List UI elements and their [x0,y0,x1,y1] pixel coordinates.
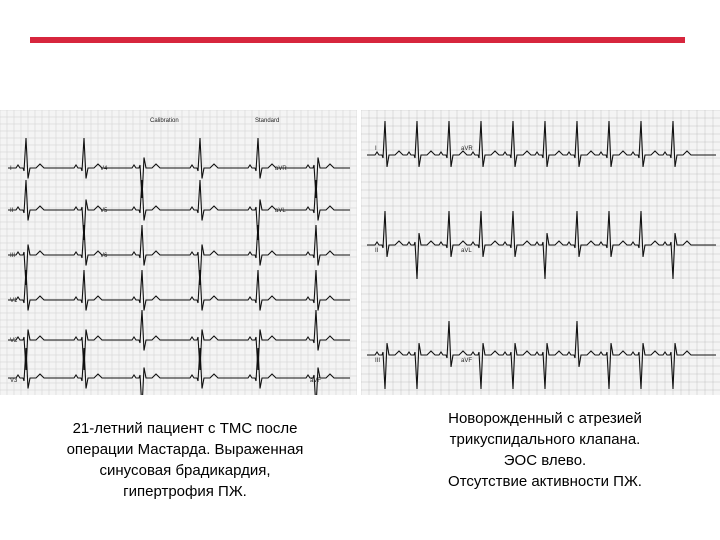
title-accent-bar [30,37,685,43]
caption-line: 21-летний пациент с ТМС после [72,420,298,437]
lead-label: III [375,358,381,364]
lead-label: V1 [10,298,18,304]
lead-label: I [10,166,12,172]
caption-line: операции Мастарда. Выраженная [66,441,304,458]
lead-label: aVF [461,358,473,364]
caption-line: Новорожденный с атрезией [448,410,642,427]
ecg-grid [0,110,357,395]
caption-left [25,418,345,502]
lead-label: aVL [275,208,286,214]
ecg-strip-left [0,110,357,395]
ecg-lead-trace [367,321,716,389]
ecg-trace-left [0,110,357,395]
caption-line: трикуспидального клапана. [449,431,641,448]
lead-label: III [10,253,16,259]
ecg-lead-trace [8,138,350,198]
lead-label: aVR [461,146,473,152]
standard-label: Standard [255,118,280,124]
caption-line: ЭОС влево. [503,452,587,469]
ecg-lead-trace [8,225,350,285]
caption-right [395,408,695,492]
lead-label: II [10,208,14,214]
ecg-lead-trace [8,270,350,311]
lead-label: V2 [10,338,18,344]
lead-label: aVL [461,248,472,254]
lead-label: V4 [100,166,108,172]
ecg-lead-trace [8,310,350,370]
ecg-strip-right [361,110,720,395]
lead-label: II [375,248,379,254]
lead-label: aVR [275,166,287,172]
lead-label: I [375,146,377,152]
lead-label: V5 [100,208,108,214]
caption-line: синусовая брадикардия, [99,462,271,479]
ecg-lead-trace [8,180,350,240]
calibration-label: Calibration [150,118,179,124]
ecg-lead-trace [367,121,716,167]
caption-line: гипертрофия ПЖ. [123,483,247,500]
ecg-trace-right [361,110,720,395]
ecg-lead-trace [367,211,716,279]
caption-line: Отсутствие активности ПЖ. [448,473,642,490]
lead-label: V6 [100,253,108,259]
lead-label: V3 [10,378,18,384]
lead-label: aVF [310,378,322,384]
